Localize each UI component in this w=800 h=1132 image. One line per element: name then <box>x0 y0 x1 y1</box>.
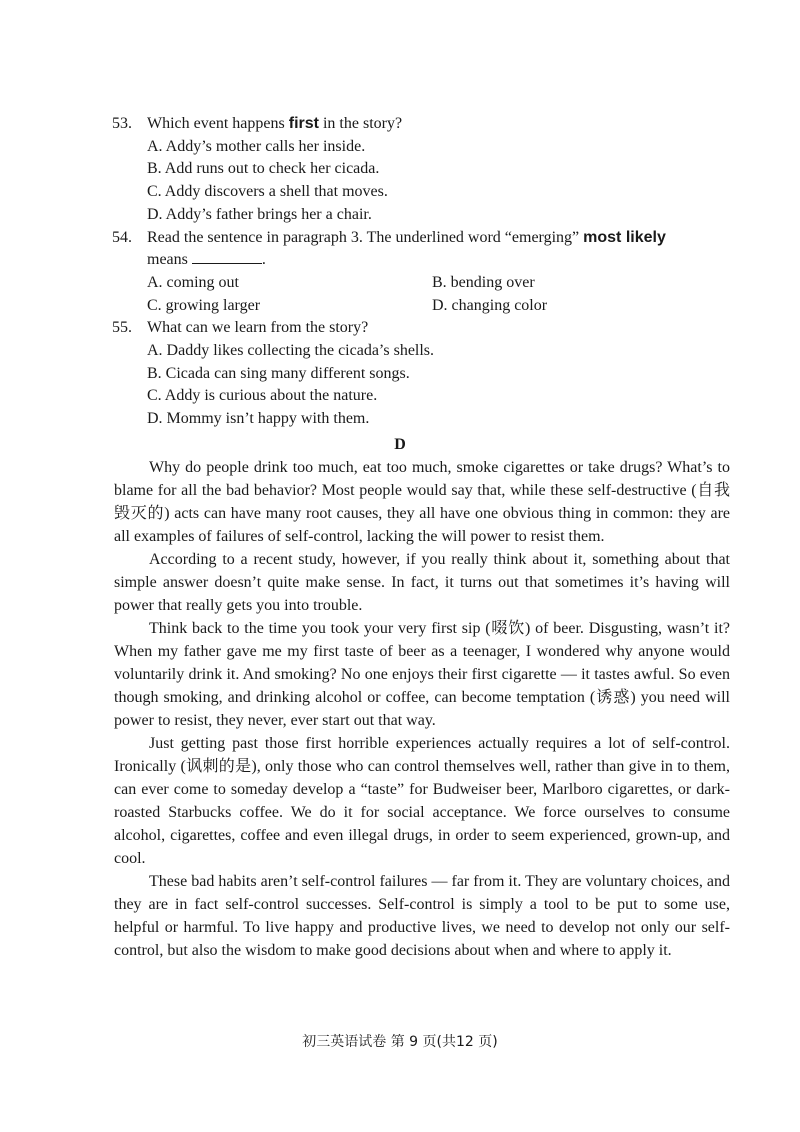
option-54-d: D. changing color <box>432 296 548 314</box>
option-53-c: C. Addy discovers a shell that moves. <box>147 183 388 201</box>
question-block <box>112 113 732 431</box>
option-54-a: A. coming out <box>147 273 239 291</box>
passage-paragraph: Think back to the time you took your very first sip (啜饮) of beer. Disgusting, wasn’t it? When my father gave me my first taste of beer as a teenager, I wondered why anyone would voluntarily drink it. And smoking? No one enjoys their first cigarette — it tastes awful. So even though smoking, and drinking alcohol or coffee, can become temptation (诱惑) you need will power to resist, they never, ever start out that way. <box>114 620 730 729</box>
question-55-stem <box>112 317 732 340</box>
stem-emphasis: most likely <box>583 228 666 246</box>
stem-text: Read the sentence in paragraph 3. The underlined word “emerging” <box>147 228 580 246</box>
stem-text: . <box>261 251 266 269</box>
question-number: 53. <box>112 115 132 132</box>
stem-emphasis: first <box>288 115 319 132</box>
stem-text: in the story? <box>322 115 403 132</box>
reading-passage <box>114 456 730 962</box>
option-53-a: A. Addy’s mother calls her inside. <box>147 137 366 155</box>
option-54-b: B. bending over <box>432 273 535 291</box>
options-row <box>112 295 732 318</box>
page-footer: 初三英语试卷 第 9 页(共12 页) <box>302 1034 498 1050</box>
option-55-d: D. Mommy isn’t happy with them. <box>147 410 370 428</box>
option-55-a: A. Daddy likes collecting the cicada’s shells. <box>147 342 435 360</box>
stem-text: Which event happens <box>147 115 285 132</box>
option-55-c: C. Addy is curious about the nature. <box>147 387 378 405</box>
stem-text: What can we learn from the story? <box>147 319 369 337</box>
section-title: D <box>394 436 406 453</box>
option-53-b: B. Add runs out to check her cicada. <box>147 160 380 178</box>
stem-text: means <box>147 251 188 269</box>
option-53-d: D. Addy’s father brings her a chair. <box>147 205 372 223</box>
question-54-stem <box>112 227 732 250</box>
passage-paragraph: Just getting past those first horrible experiences actually requires a lot of self-control. Ironically (讽刺的是), only those who can control themselves well, rather than give in to them, can ever come to someday develop a “taste” for Budweiser beer, Marlboro cigarettes, or dark-roasted Starbucks coffee. We do it for social acceptance. We force ourselves to consume alcohol, cigarettes, coffee and even illegal drugs, in order to seem experienced, grown-up, and cool. <box>114 735 730 867</box>
question-53-stem <box>112 113 732 136</box>
question-54-stem-continued <box>112 249 732 272</box>
passage-paragraph: These bad habits aren’t self-control failures — far from it. They are voluntary choices, and they are in fact self-control successes. Self-control is simply a tool to be put to some use, helpful or harmful. To live happy and productive lives, we need to develop not only our self-control, but also the wisdom to make good decisions about when and where to apply it. <box>114 873 730 959</box>
option-55-b: B. Cicada can sing many different songs. <box>147 364 410 382</box>
option-54-c: C. growing larger <box>147 296 261 314</box>
passage-paragraph: Why do people drink too much, eat too much, smoke cigarettes or take drugs? What’s to blame for all the bad behavior? Most people would say that, while these self-destructive (自我毁灭的) acts can have many root causes, they all have one obvious thing in common: they are all examples of failures of self-control, lacking the will power to resist them. <box>114 459 730 545</box>
options-row <box>112 272 732 295</box>
question-number: 54. <box>112 228 132 246</box>
answer-blank <box>192 249 262 264</box>
passage-paragraph: According to a recent study, however, if you really think about it, something about that simple answer doesn’t quite make sense. In fact, it turns out that sometimes it’s having will power that really gets you into trouble. <box>114 551 730 614</box>
question-number: 55. <box>112 319 132 337</box>
